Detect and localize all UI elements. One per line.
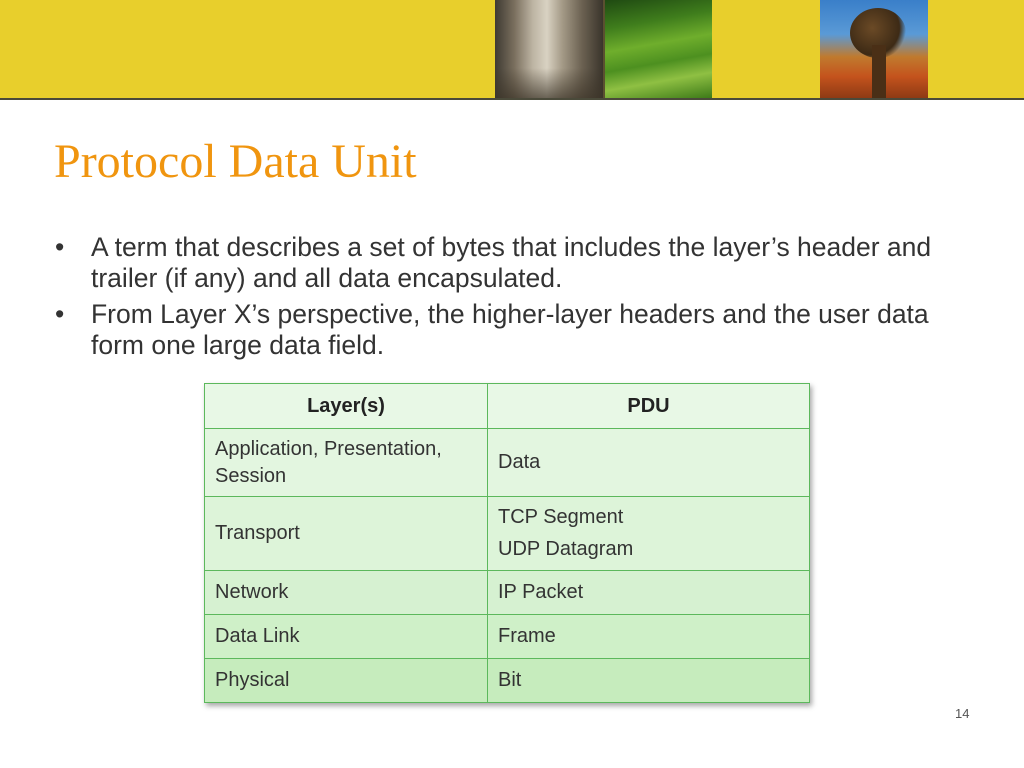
layer-name: Network [215,581,289,603]
pdu-name: UDP Datagram [498,538,634,560]
layer-cell [205,429,488,497]
layer-name: Data Link [215,625,300,647]
pdu-cell [488,497,810,571]
window-photo [495,0,603,98]
bullet-text: From Layer X’s perspective, the higher-layer headers and the user data form one large data field. [91,299,929,360]
table-row [205,571,810,615]
bullet-item [52,232,972,294]
layer-cell [205,615,488,659]
grass-photo [605,0,712,98]
pdu-cell [488,659,810,703]
pdu-table [204,383,810,703]
pdu-name: Frame [498,625,556,647]
layer-name: Transport [215,522,300,544]
pdu-cell [488,571,810,615]
header-divider [0,98,1024,100]
bullet-dot-icon: • [55,299,65,329]
tree-photo [820,0,928,98]
layer-name: Application, Presentation, Session [215,437,442,487]
bullet-item [52,299,972,361]
pdu-name: Bit [498,669,522,691]
table-row [205,497,810,571]
pdu-name: TCP Segment [498,506,624,528]
layer-cell [205,497,488,571]
layer-cell [205,659,488,703]
pdu-cell [488,429,810,497]
bullet-list [52,232,972,366]
layer-name: Physical [215,669,290,691]
pdu-cell [488,615,810,659]
table-row [205,659,810,703]
table-row [205,615,810,659]
layer-cell [205,571,488,615]
bullet-dot-icon: • [55,232,65,262]
bullet-text: A term that describes a set of bytes that includes the layer’s header and trailer (if any) and all data encapsulated. [91,232,932,293]
pdu-name: Data [498,451,541,473]
page-number: 14 [955,706,970,721]
pdu-name: IP Packet [498,581,584,603]
slide-title: Protocol Data Unit [54,135,417,188]
table-header-row [205,384,810,429]
table-row [205,429,810,497]
header-pdu: PDU [488,384,810,429]
header-layers: Layer(s) [205,384,488,429]
